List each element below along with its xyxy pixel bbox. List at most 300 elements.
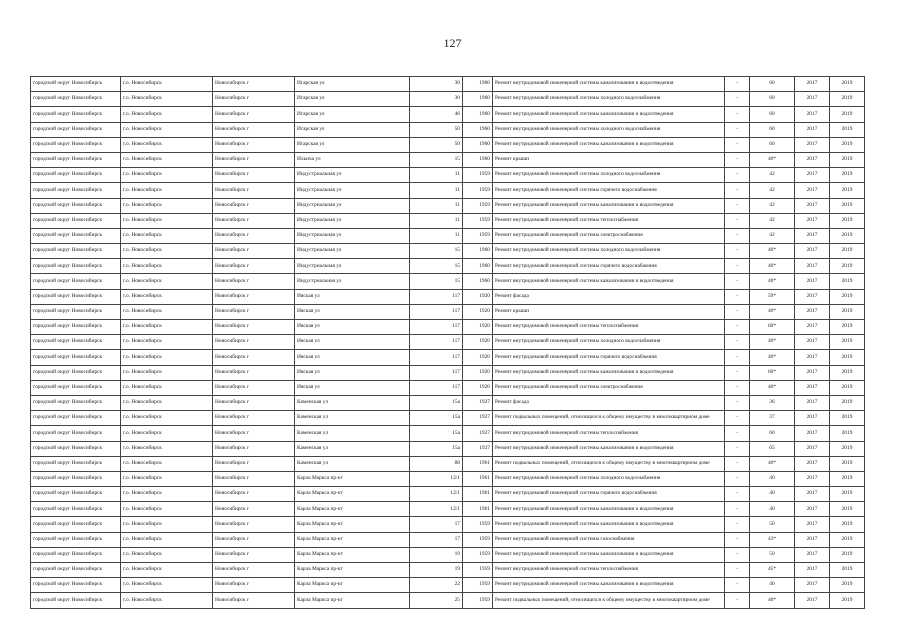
dash-cell: - [725,578,750,593]
locality-cell: Новосибирск г [213,395,295,410]
build-year-cell: 1959 [463,183,493,198]
dash-cell: - [725,168,750,183]
municipality-cell: городской округ Новосибирск [31,426,121,441]
dash-cell: - [725,487,750,502]
build-year-cell: 1960 [463,92,493,107]
work-type-cell: Ремонт внутридомовой инженерной системы горячего водоснабжения [493,350,725,365]
start-year-cell: 2017 [795,259,830,274]
table-row [31,77,865,92]
city-district-cell: г.о. Новосибирск [121,487,213,502]
work-type-cell: Ремонт внутридомовой инженерной системы канализования и водоотведения [493,441,725,456]
dash-cell: - [725,411,750,426]
house-number-cell: 117 [410,365,463,380]
start-year-cell: 2017 [795,593,830,608]
municipality-cell: городской округ Новосибирск [31,578,121,593]
wear-percent-cell: 60 [750,122,795,137]
street-cell: Каменская ул [295,441,410,456]
dash-cell: - [725,547,750,562]
dash-cell: - [725,365,750,380]
municipality-cell: городской округ Новосибирск [31,122,121,137]
page-number: 127 [443,36,462,50]
start-year-cell: 2017 [795,213,830,228]
start-year-cell: 2017 [795,289,830,304]
street-cell: Индустриальная ул [295,274,410,289]
start-year-cell: 2017 [795,92,830,107]
street-cell: Карла Маркса пр-кт [295,517,410,532]
street-cell: Каменская ул [295,456,410,471]
house-number-cell: 88 [410,456,463,471]
end-year-cell: 2019 [830,274,865,289]
end-year-cell: 2019 [830,198,865,213]
dash-cell: - [725,441,750,456]
locality-cell: Новосибирск г [213,471,295,486]
city-district-cell: г.о. Новосибирск [121,168,213,183]
city-district-cell: г.о. Новосибирск [121,198,213,213]
house-number-cell: 22 [410,578,463,593]
house-number-cell: 15а [410,395,463,410]
wear-percent-cell: 60 [750,92,795,107]
work-type-cell: Ремонт фасада [493,289,725,304]
locality-cell: Новосибирск г [213,517,295,532]
build-year-cell: 1959 [463,228,493,243]
work-type-cell: Ремонт внутридомовой инженерной системы электроснабжения [493,380,725,395]
build-year-cell: 1920 [463,350,493,365]
start-year-cell: 2017 [795,107,830,122]
end-year-cell: 2019 [830,426,865,441]
house-number-cell: 46 [410,107,463,122]
house-number-cell: 15а [410,411,463,426]
start-year-cell: 2017 [795,228,830,243]
municipality-cell: городской округ Новосибирск [31,213,121,228]
work-type-cell: Ремонт внутридомовой инженерной системы газоснабжения [493,532,725,547]
dash-cell: - [725,456,750,471]
city-district-cell: г.о. Новосибирск [121,395,213,410]
end-year-cell: 2019 [830,183,865,198]
end-year-cell: 2019 [830,395,865,410]
build-year-cell: 1920 [463,380,493,395]
wear-percent-cell: 40* [750,274,795,289]
build-year-cell: 1920 [463,320,493,335]
end-year-cell: 2019 [830,304,865,319]
table-row [31,532,865,547]
street-cell: Ивская ул [295,304,410,319]
table-row [31,107,865,122]
work-type-cell: Ремонт внутридомовой инженерной системы канализования и водоотведения [493,274,725,289]
wear-percent-cell: 60 [750,426,795,441]
locality-cell: Новосибирск г [213,578,295,593]
table-row [31,152,865,167]
city-district-cell: г.о. Новосибирск [121,122,213,137]
street-cell: Индустриальная ул [295,183,410,198]
work-type-cell: Ремонт крыши [493,152,725,167]
dash-cell: - [725,213,750,228]
street-cell: Игарская ул [295,122,410,137]
locality-cell: Новосибирск г [213,107,295,122]
city-district-cell: г.о. Новосибирск [121,532,213,547]
wear-percent-cell: 40* [750,350,795,365]
locality-cell: Новосибирск г [213,593,295,608]
build-year-cell: 1959 [463,198,493,213]
dash-cell: - [725,183,750,198]
municipality-cell: городской округ Новосибирск [31,289,121,304]
dash-cell: - [725,380,750,395]
start-year-cell: 2017 [795,335,830,350]
wear-percent-cell: 60* [750,365,795,380]
table-row [31,547,865,562]
work-type-cell: Ремонт внутридомовой инженерной системы теплоснабжения [493,213,725,228]
work-type-cell: Ремонт внутридомовой инженерной системы теплоснабжения [493,426,725,441]
municipality-cell: городской округ Новосибирск [31,395,121,410]
work-type-cell: Ремонт внутридомовой инженерной системы теплоснабжения [493,320,725,335]
municipality-cell: городской округ Новосибирск [31,365,121,380]
end-year-cell: 2019 [830,152,865,167]
end-year-cell: 2019 [830,107,865,122]
work-type-cell: Ремонт внутридомовой инженерной системы холодного водоснабжения [493,244,725,259]
dash-cell: - [725,259,750,274]
municipality-cell: городской округ Новосибирск [31,380,121,395]
build-year-cell: 1961 [463,487,493,502]
city-district-cell: г.о. Новосибирск [121,563,213,578]
wear-percent-cell: 50 [750,547,795,562]
house-number-cell: 25 [410,593,463,608]
end-year-cell: 2019 [830,441,865,456]
table-row [31,365,865,380]
municipality-cell: городской округ Новосибирск [31,350,121,365]
work-type-cell: Ремонт внутридомовой инженерной системы канализования и водоотведения [493,77,725,92]
start-year-cell: 2017 [795,168,830,183]
end-year-cell: 2019 [830,517,865,532]
build-year-cell: 1960 [463,137,493,152]
table-row [31,441,865,456]
locality-cell: Новосибирск г [213,380,295,395]
table-row [31,274,865,289]
house-number-cell: 19 [410,563,463,578]
build-year-cell: 1959 [463,517,493,532]
locality-cell: Новосибирск г [213,304,295,319]
table-row [31,168,865,183]
end-year-cell: 2019 [830,228,865,243]
build-year-cell: 1920 [463,335,493,350]
locality-cell: Новосибирск г [213,532,295,547]
wear-percent-cell: 42 [750,213,795,228]
house-number-cell: 11 [410,213,463,228]
work-type-cell: Ремонт внутридомовой инженерной системы горячего водоснабжения [493,183,725,198]
street-cell: Индустриальная ул [295,168,410,183]
table-row [31,259,865,274]
end-year-cell: 2019 [830,471,865,486]
build-year-cell: 1959 [463,532,493,547]
city-district-cell: г.о. Новосибирск [121,274,213,289]
street-cell: Игарская ул [295,92,410,107]
dash-cell: - [725,350,750,365]
wear-percent-cell: 59* [750,289,795,304]
work-type-cell: Ремонт внутридомовой инженерной системы холодного водоснабжения [493,335,725,350]
table-row [31,137,865,152]
municipality-cell: городской округ Новосибирск [31,335,121,350]
wear-percent-cell: 40* [750,259,795,274]
start-year-cell: 2017 [795,395,830,410]
city-district-cell: г.о. Новосибирск [121,335,213,350]
city-district-cell: г.о. Новосибирск [121,411,213,426]
municipality-cell: городской округ Новосибирск [31,137,121,152]
dash-cell: - [725,593,750,608]
build-year-cell: 1959 [463,168,493,183]
locality-cell: Новосибирск г [213,137,295,152]
build-year-cell: 1961 [463,502,493,517]
city-district-cell: г.о. Новосибирск [121,593,213,608]
work-type-cell: Ремонт внутридомовой инженерной системы канализования и водоотведения [493,517,725,532]
street-cell: Игарская ул [295,107,410,122]
locality-cell: Новосибирск г [213,320,295,335]
wear-percent-cell: 40* [750,304,795,319]
table-row [31,213,865,228]
house-number-cell: 11 [410,228,463,243]
table-row [31,228,865,243]
start-year-cell: 2017 [795,183,830,198]
house-number-cell: 117 [410,350,463,365]
start-year-cell: 2017 [795,487,830,502]
street-cell: Индустриальная ул [295,228,410,243]
street-cell: Карла Маркса пр-кт [295,578,410,593]
locality-cell: Новосибирск г [213,335,295,350]
house-number-cell: 50 [410,137,463,152]
build-year-cell: 1959 [463,563,493,578]
work-type-cell: Ремонт внутридомовой инженерной системы холодного водоснабжения [493,168,725,183]
locality-cell: Новосибирск г [213,365,295,380]
house-number-cell: 15 [410,152,463,167]
dash-cell: - [725,228,750,243]
build-year-cell: 1927 [463,441,493,456]
work-type-cell: Ремонт внутридомовой инженерной системы теплоснабжения [493,563,725,578]
municipality-cell: городской округ Новосибирск [31,456,121,471]
start-year-cell: 2017 [795,517,830,532]
work-type-cell: Ремонт внутридомовой инженерной системы канализования и водоотведения [493,547,725,562]
municipality-cell: городской округ Новосибирск [31,563,121,578]
table-row [31,456,865,471]
house-number-cell: 117 [410,289,463,304]
city-district-cell: г.о. Новосибирск [121,502,213,517]
municipality-cell: городской округ Новосибирск [31,77,121,92]
wear-percent-cell: 40* [750,244,795,259]
end-year-cell: 2019 [830,578,865,593]
house-number-cell: 15 [410,259,463,274]
locality-cell: Новосибирск г [213,502,295,517]
start-year-cell: 2017 [795,198,830,213]
municipality-cell: городской округ Новосибирск [31,259,121,274]
locality-cell: Новосибирск г [213,228,295,243]
build-year-cell: 1959 [463,547,493,562]
work-type-cell: Ремонт внутридомовой инженерной системы канализования и водоотведения [493,578,725,593]
locality-cell: Новосибирск г [213,77,295,92]
wear-percent-cell: 40 [750,487,795,502]
street-cell: Каменская ул [295,395,410,410]
build-year-cell: 1920 [463,289,493,304]
city-district-cell: г.о. Новосибирск [121,137,213,152]
locality-cell: Новосибирск г [213,183,295,198]
table-row [31,304,865,319]
end-year-cell: 2019 [830,563,865,578]
municipality-cell: городской округ Новосибирск [31,471,121,486]
end-year-cell: 2019 [830,259,865,274]
locality-cell: Новосибирск г [213,198,295,213]
city-district-cell: г.о. Новосибирск [121,471,213,486]
start-year-cell: 2017 [795,380,830,395]
city-district-cell: г.о. Новосибирск [121,456,213,471]
table-row [31,335,865,350]
table-row [31,395,865,410]
start-year-cell: 2017 [795,563,830,578]
dash-cell: - [725,289,750,304]
end-year-cell: 2019 [830,92,865,107]
house-number-cell: 117 [410,380,463,395]
locality-cell: Новосибирск г [213,441,295,456]
house-number-cell: 15 [410,274,463,289]
dash-cell: - [725,198,750,213]
build-year-cell: 1961 [463,471,493,486]
table-row [31,411,865,426]
table-body [31,77,865,609]
dash-cell: - [725,335,750,350]
build-year-cell: 1961 [463,456,493,471]
street-cell: Игарская ул [295,137,410,152]
table-row [31,183,865,198]
municipality-cell: городской округ Новосибирск [31,228,121,243]
end-year-cell: 2019 [830,289,865,304]
city-district-cell: г.о. Новосибирск [121,350,213,365]
dash-cell: - [725,320,750,335]
build-year-cell: 1920 [463,365,493,380]
wear-percent-cell: 40* [750,593,795,608]
wear-percent-cell: 40 [750,578,795,593]
end-year-cell: 2019 [830,502,865,517]
dash-cell: - [725,563,750,578]
work-type-cell: Ремонт внутридомовой инженерной системы холодного водоснабжения [493,471,725,486]
municipality-cell: городской округ Новосибирск [31,304,121,319]
build-year-cell: 1927 [463,426,493,441]
start-year-cell: 2017 [795,350,830,365]
house-number-cell: 117 [410,335,463,350]
work-type-cell: Ремонт внутридомовой инженерной системы холодного водоснабжения [493,92,725,107]
house-number-cell: 15а [410,441,463,456]
start-year-cell: 2017 [795,152,830,167]
locality-cell: Новосибирск г [213,487,295,502]
build-year-cell: 1960 [463,107,493,122]
table-row [31,502,865,517]
locality-cell: Новосибирск г [213,350,295,365]
street-cell: Ильича ул [295,152,410,167]
street-cell: Индустриальная ул [295,259,410,274]
end-year-cell: 2019 [830,487,865,502]
end-year-cell: 2019 [830,456,865,471]
end-year-cell: 2019 [830,532,865,547]
street-cell: Ивская ул [295,335,410,350]
table-row [31,563,865,578]
house-number-cell: 15 [410,244,463,259]
house-number-cell: 50 [410,122,463,137]
locality-cell: Новосибирск г [213,244,295,259]
start-year-cell: 2017 [795,532,830,547]
wear-percent-cell: 37 [750,411,795,426]
wear-percent-cell: 40* [750,335,795,350]
municipality-cell: городской округ Новосибирск [31,152,121,167]
dash-cell: - [725,244,750,259]
wear-percent-cell: 60 [750,137,795,152]
city-district-cell: г.о. Новосибирск [121,547,213,562]
house-number-cell: 12/1 [410,487,463,502]
start-year-cell: 2017 [795,471,830,486]
wear-percent-cell: 42 [750,183,795,198]
municipality-cell: городской округ Новосибирск [31,411,121,426]
street-cell: Каменская ул [295,426,410,441]
table-row [31,320,865,335]
start-year-cell: 2017 [795,441,830,456]
start-year-cell: 2017 [795,244,830,259]
street-cell: Ивская ул [295,380,410,395]
city-district-cell: г.о. Новосибирск [121,289,213,304]
street-cell: Ивская ул [295,289,410,304]
build-year-cell: 1960 [463,274,493,289]
build-year-cell: 1960 [463,122,493,137]
street-cell: Карла Маркса пр-кт [295,593,410,608]
locality-cell: Новосибирск г [213,92,295,107]
start-year-cell: 2017 [795,274,830,289]
street-cell: Карла Маркса пр-кт [295,532,410,547]
start-year-cell: 2017 [795,365,830,380]
locality-cell: Новосибирск г [213,456,295,471]
table-row [31,517,865,532]
municipality-cell: городской округ Новосибирск [31,532,121,547]
end-year-cell: 2019 [830,320,865,335]
end-year-cell: 2019 [830,335,865,350]
city-district-cell: г.о. Новосибирск [121,228,213,243]
table-row [31,350,865,365]
dash-cell: - [725,92,750,107]
end-year-cell: 2019 [830,350,865,365]
wear-percent-cell: 40* [750,152,795,167]
table-row [31,289,865,304]
street-cell: Ивская ул [295,365,410,380]
end-year-cell: 2019 [830,593,865,608]
municipality-cell: городской округ Новосибирск [31,92,121,107]
house-number-cell: 17 [410,532,463,547]
wear-percent-cell: 42 [750,198,795,213]
municipality-cell: городской округ Новосибирск [31,517,121,532]
dash-cell: - [725,107,750,122]
locality-cell: Новосибирск г [213,411,295,426]
work-type-cell: Ремонт внутридомовой инженерной системы холодного водоснабжения [493,122,725,137]
work-type-cell: Ремонт подвальных помещений, относящихся к общему имуществу в многоквартирном доме [493,593,725,608]
start-year-cell: 2017 [795,456,830,471]
municipality-cell: городской округ Новосибирск [31,547,121,562]
locality-cell: Новосибирск г [213,289,295,304]
dash-cell: - [725,502,750,517]
work-type-cell: Ремонт внутридомовой инженерной системы канализования и водоотведения [493,198,725,213]
street-cell: Ивская ул [295,320,410,335]
street-cell: Индустриальная ул [295,213,410,228]
wear-percent-cell: 43* [750,532,795,547]
municipality-cell: городской округ Новосибирск [31,168,121,183]
dash-cell: - [725,274,750,289]
repair-registry-table [30,76,865,609]
city-district-cell: г.о. Новосибирск [121,517,213,532]
wear-percent-cell: 40 [750,502,795,517]
end-year-cell: 2019 [830,77,865,92]
locality-cell: Новосибирск г [213,213,295,228]
start-year-cell: 2017 [795,502,830,517]
end-year-cell: 2019 [830,213,865,228]
start-year-cell: 2017 [795,578,830,593]
work-type-cell: Ремонт крыши [493,304,725,319]
